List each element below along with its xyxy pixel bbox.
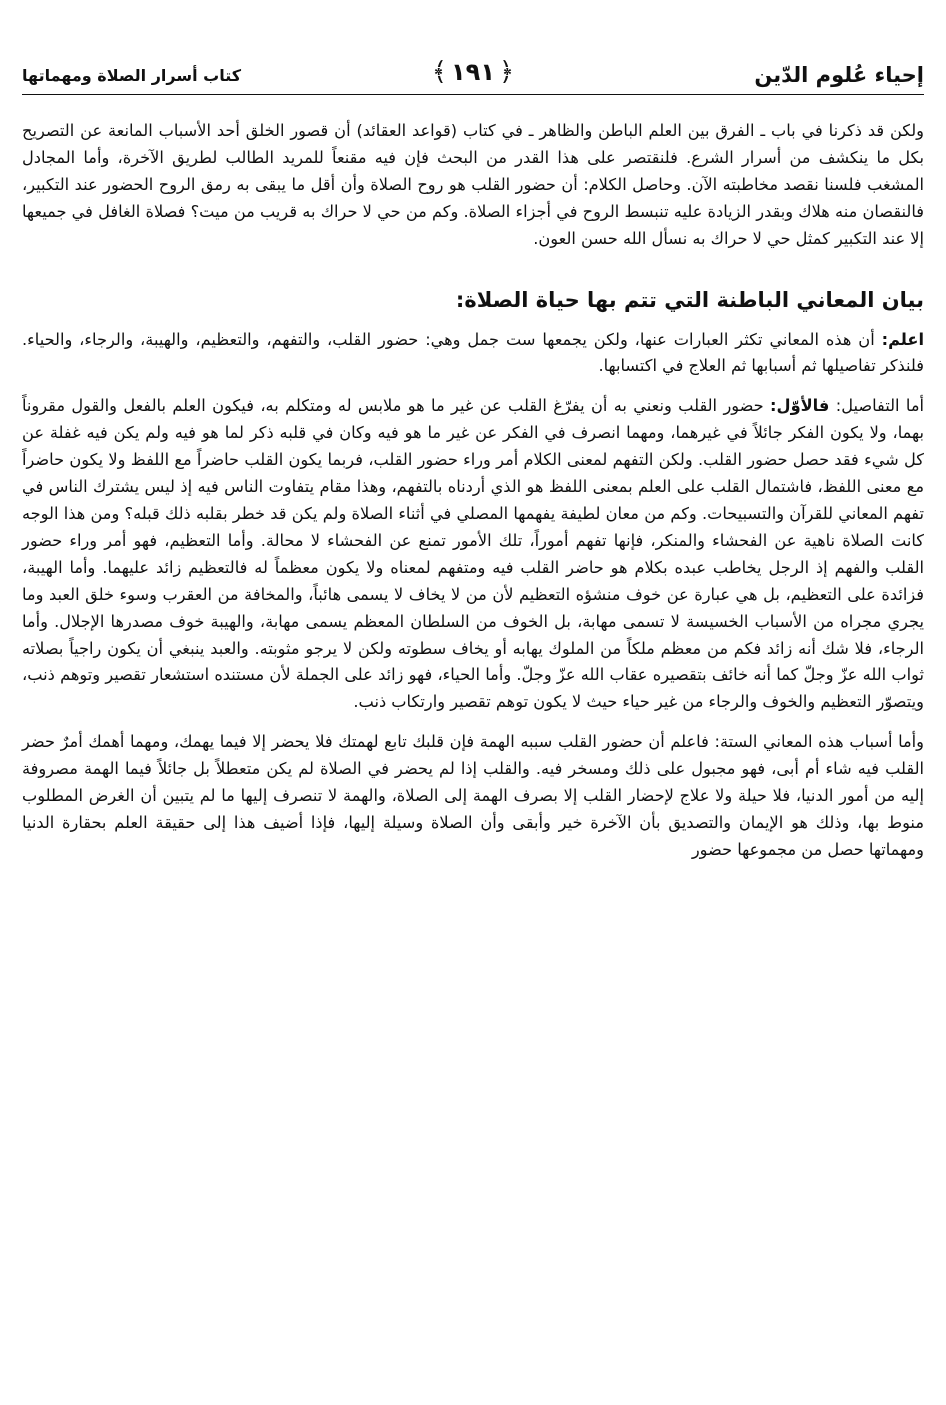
paragraph-lead: فالأوّل:	[770, 396, 830, 416]
section-heading: بيان المعاني الباطنة التي تتم بها حياة الصلاة:	[455, 287, 924, 312]
ornament-left: ﴾	[431, 57, 448, 87]
page-body	[22, 118, 924, 864]
running-header	[22, 58, 924, 92]
paragraph-start: أما التفاصيل:	[829, 396, 924, 416]
page-number	[432, 58, 514, 86]
book-title: إحياء عُلوم الدّين	[754, 63, 924, 87]
header-divider	[22, 94, 924, 95]
paragraph-aalam	[22, 327, 924, 381]
paragraph-text: أن هذه المعاني تكثر العبارات عنها، ولكن يجمعها ست جمل وهي: حضور القلب، والتفهم، والتعظيم، والهيبة، والرجاء، والحياء. فلنذكر تفاصيلها ثم أسبابها ثم العلاج في اكتسابها.	[22, 329, 924, 376]
paragraph-causes: وأما أسباب هذه المعاني الستة: فاعلم أن حضور القلب سببه الهمة فإن قلبك تابع لهمتك فلا يحضر إلا فيما يهمك، ومهما أهمك أمرٌ حضر القلب فيه شاء أم أبى، فهو مجبول على ذلك ومسخر فيه. والقلب إذا لم يحضر في الصلاة لم يكن متعطلاً بل جائلاً فيما الهمة مصروفة إليه من أمور الدنيا، فلا حيلة ولا علاج لإحضار القلب إلا بصرف الهمة إلى الصلاة، والهمة لا تنصرف إليها ما لم يتبين أن الغرض المطلوب منوط بها، وذلك هو الإيمان والتصديق بأن الآخرة خير وأبقى وأن الصلاة وسيلة إليها، فإذا أضيف هذا إلى حقيقة العلم بحقارة الدنيا ومهماتها حصل من مجموعها حضور	[22, 732, 924, 859]
chapter-title: كتاب أسرار الصلاة ومهماتها	[22, 65, 242, 85]
paragraph-details	[22, 393, 924, 716]
intro-paragraph: ولكن قد ذكرنا في باب ـ الفرق بين العلم الباطن والظاهر ـ في كتاب (قواعد العقائد) أن قصور الخلق أحد الأسباب المانعة عن التصريح بكل ما ينكشف من أسرار الشرع. فلنقتصر على هذا القدر من البحث فإن فيه مقنعاً للمريد الطالب لطريق الآخرة، وأما المجادل المشغب فلسنا نقصد مخاطبته الآن. وحاصل الكلام: أن حضور القلب هو روح الصلاة وأن أقل ما يبقى به رمق الروح الحضور عند التكبير، فالنقصان منه هلاك وبقدر الزيادة عليه تنبسط الروح في أجزاء الصلاة. وكم من حي لا حراك به قريب من ميت؟ فصلاة الغافل في جميعها إلا عند التكبير كمثل حي لا حراك به نسأل الله حسن العون.	[22, 121, 924, 248]
book-page	[22, 0, 924, 1405]
paragraph-text: حضور القلب ونعني به أن يفرّغ القلب عن غير ما هو ملابس له ومتكلم به، فيكون العلم بالفعل والقول مقروناً بهما، ولا يكون الفكر جائلاً في غيرهما، ومهما انصرف في الفكر عن غير ما هو فيه وكان في قلبه ذكر لما هو فيه ولم يكن فيه غفلة عن كل شيء فقد حصل حضور القلب. ولكن التفهم لمعنى الكلام أمر وراء حضور القلب، فربما يكون القلب حاضراً مع اللفظ ولا يكون حاضراً مع معنى اللفظ، فاشتمال القلب على العلم بمعنى اللفظ هو الذي أردناه بالتفهم، وهذا مقام يتفاوت الناس فيه إذ ليس يشترك الناس في تفهم المعاني للقرآن والتسبيحات. وكم من معان لطيفة يفهمها المصلي في أثناء الصلاة ولم يكن قد خطر بقلبه ذلك قبله؟ ومن هذا الوجه كانت الصلاة ناهية عن الفحشاء والمنكر، فإنها تفهم أموراً، تلك الأمور تمنع عن الفحشاء لا محالة. وأما التعظيم، فهو أمر وراء حضور القلب والفهم إذ الرجل يخاطب عبده بكلام هو حاضر القلب فيه ومتفهم لمعناه ولا يكون معظماً له فالتعظيم زائد عليهما. وأما الهيبة، فزائدة على التعظيم، بل هي عبارة عن خوف منشؤه التعظيم لأن من لا يخاف لا يسمى هائباً، والمخافة من العقرب وسوء خلق العبد وما يجري مجراه من الأسباب الخسيسة لا تسمى مهابة، بل الخوف من السلطان المعظم يسمى مهابة، والهيبة خوف مصدرها الإجلال. وأما الرجاء، فلا شك أنه زائد فكم من معظم ملكاً من الملوك يهابه أو يخاف سطوته ولكن لا يرجو مثوبته. والعبد ينبغي أن يكون راجياً بصلاته ثواب الله عزّ وجلّ كما أنه خائف بتقصيره عقاب الله عزّ وجلّ. وأما الحياء، فهو زائد على الجملة لأن مستنده استشعار تقصير وتوهم ذنب، ويتصوّر التعظيم والخوف والرجاء من غير حياء حيث لا يكون توهم تقصير وارتكاب ذنب.	[22, 396, 924, 712]
paragraph-lead: اعلم:	[881, 329, 924, 349]
ornament-right: ﴿	[498, 57, 515, 87]
page-number-value: ١٩١	[451, 58, 495, 86]
